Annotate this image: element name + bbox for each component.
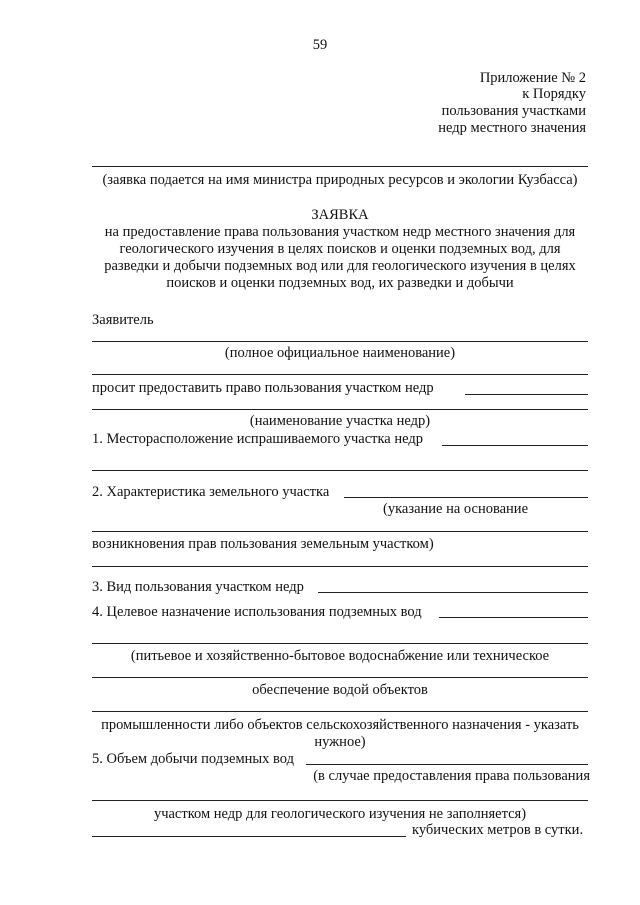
form-title: ЗАЯВКА xyxy=(311,207,369,223)
purpose-field[interactable] xyxy=(439,617,588,618)
item-3-label: 3. Вид пользования участком недр xyxy=(92,579,304,595)
form-subtitle-line-1: на предоставление права пользования участком недр местного значения для xyxy=(104,224,576,240)
appendix-line-4: недр местного значения xyxy=(438,120,586,136)
item-4-hint-4: нужное) xyxy=(314,734,366,750)
appendix-line-3: пользования участками xyxy=(441,103,586,119)
applicant-label: Заявитель xyxy=(92,312,154,328)
purpose-field-4[interactable] xyxy=(92,711,588,712)
item-2-hint-2: возникновения прав пользования земельным участком) xyxy=(92,536,434,552)
land-plot-field-2[interactable] xyxy=(92,531,588,532)
item-5-hint-1: (в случае предоставления права пользования xyxy=(313,768,590,784)
site-name-field-2[interactable] xyxy=(92,409,588,410)
item-5-label: 5. Объем добычи подземных вод xyxy=(92,751,294,767)
item-4-hint-2: обеспечение водой объектов xyxy=(252,682,428,698)
item-2-hint-1: (указание на основание xyxy=(383,501,529,517)
item-4-label: 4. Целевое назначение использования подземных вод xyxy=(92,604,422,620)
volume-unit: кубических метров в сутки. xyxy=(412,822,584,838)
request-text: просит предоставить право пользования участком недр xyxy=(92,380,434,396)
purpose-field-2[interactable] xyxy=(92,643,588,644)
form-subtitle-line-3: разведки и добычи подземных вод или для геологического изучения в целях xyxy=(104,258,576,274)
location-field[interactable] xyxy=(442,445,588,446)
volume-field[interactable] xyxy=(306,764,588,765)
full-name-hint: (полное официальное наименование) xyxy=(224,345,456,361)
page-number: 59 xyxy=(312,37,328,53)
item-1-label: 1. Месторасположение испрашиваемого участка недр xyxy=(92,431,423,447)
item-4-hint-3: промышленности либо объектов сельскохозяйственного назначения - указать xyxy=(101,717,579,733)
item-5-hint-2: участком недр для геологического изучения не заполняется) xyxy=(153,806,527,822)
appendix-line-2: к Порядку xyxy=(522,86,586,102)
form-subtitle-line-2: геологического изучения в целях поисков и оценки подземных вод, для xyxy=(119,241,561,257)
item-4-hint-1: (питьевое и хозяйственно-бытовое водоснабжение или техническое xyxy=(130,648,550,664)
form-subtitle-line-4: поисков и оценки подземных вод, их разведки и добычи xyxy=(166,275,514,291)
volume-amount-field[interactable] xyxy=(92,836,406,837)
applicant-name-field-2[interactable] xyxy=(92,374,588,375)
addressee-field[interactable] xyxy=(92,166,588,167)
usage-type-field[interactable] xyxy=(318,592,588,593)
volume-field-2[interactable] xyxy=(92,800,588,801)
item-2-label: 2. Характеристика земельного участка xyxy=(92,484,330,500)
applicant-name-field[interactable] xyxy=(92,341,588,342)
land-plot-field-3[interactable] xyxy=(92,566,588,567)
addressee-hint: (заявка подается на имя министра природных ресурсов и экологии Кузбасса) xyxy=(102,172,578,188)
purpose-field-3[interactable] xyxy=(92,677,588,678)
location-field-2[interactable] xyxy=(92,470,588,471)
appendix-line-1: Приложение № 2 xyxy=(479,70,586,86)
land-plot-field[interactable] xyxy=(344,497,588,498)
site-name-hint: (наименование участка недр) xyxy=(249,413,431,429)
site-name-field[interactable] xyxy=(465,394,588,395)
